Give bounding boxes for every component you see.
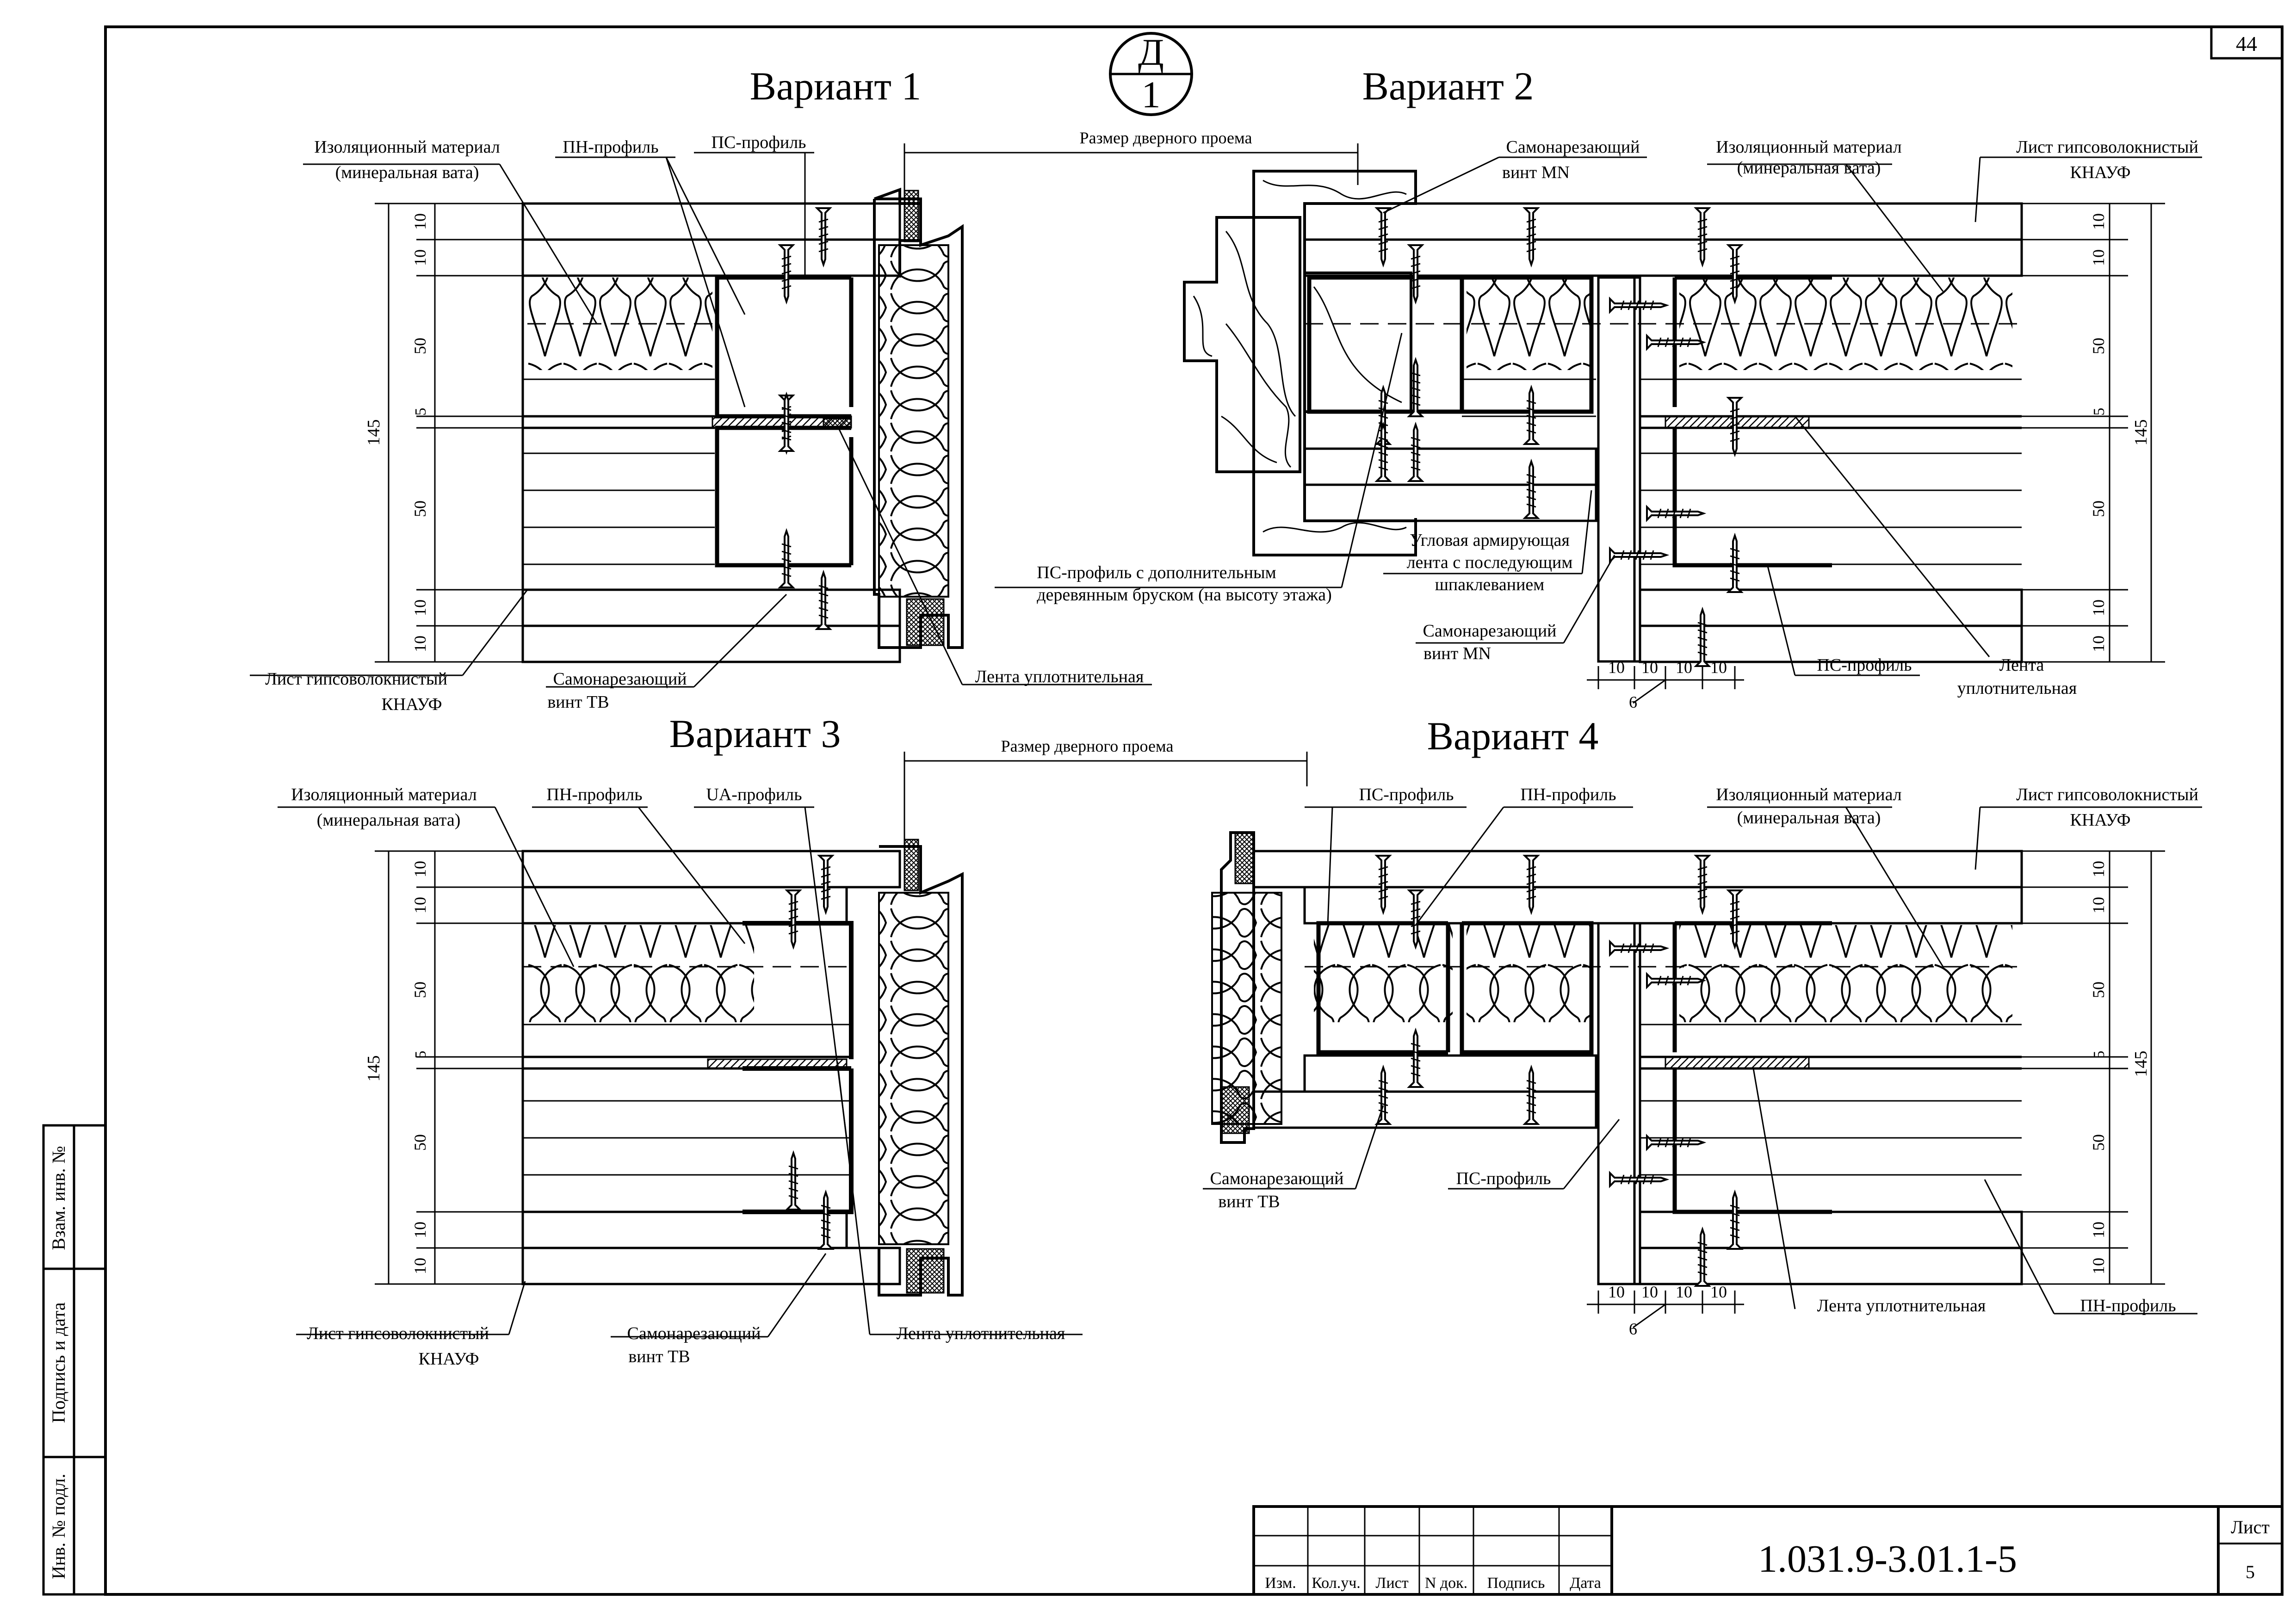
svg-text:5: 5: [412, 408, 429, 416]
stamp-signature-label: Подпись и дата: [48, 1302, 69, 1423]
variant-3-title: Вариант 3: [669, 711, 841, 756]
svg-text:10: 10: [2089, 636, 2108, 652]
svg-text:145: 145: [364, 419, 384, 446]
svg-text:10: 10: [411, 1258, 429, 1274]
svg-text:50: 50: [2089, 500, 2108, 517]
v2-corner-1: Угловая армирующая: [1410, 531, 1570, 550]
variant-4: [1203, 714, 2202, 1338]
v2-screw-top-sub: винт MN: [1502, 163, 1570, 182]
v1-tape-label: Лента уплотнительная: [975, 667, 1144, 686]
v3-pn-label: ПН-профиль: [546, 785, 643, 804]
title-col-sheet: Лист: [1375, 1575, 1409, 1592]
v3-screw-label: Самонарезающий: [627, 1324, 761, 1343]
svg-text:5: 5: [412, 1050, 429, 1059]
variant-2: [995, 64, 2202, 711]
v1-board-label: Лист гипсоволокнистый: [265, 669, 447, 689]
svg-text:10: 10: [2089, 1222, 2108, 1238]
svg-text:50: 50: [411, 1134, 429, 1151]
svg-text:10: 10: [1641, 1283, 1658, 1301]
stamp-replacement-label: Взам. инв. №: [48, 1146, 69, 1250]
v1-insulation-sub: (минеральная вата): [335, 163, 479, 182]
v4-tape-label: Лента уплотнительная: [1817, 1296, 1986, 1315]
svg-text:Д: Д: [1138, 31, 1164, 73]
svg-text:50: 50: [411, 982, 429, 998]
v4-screw-sub: винт TB: [1218, 1192, 1280, 1211]
v3-board-sub: КНАУФ: [418, 1349, 479, 1369]
svg-text:145: 145: [2131, 1050, 2151, 1077]
title-col-count: Кол.уч.: [1312, 1575, 1361, 1592]
v4-ps-bottom-label: ПС-профиль: [1456, 1169, 1551, 1188]
svg-text:50: 50: [411, 338, 429, 354]
v1-pn-label: ПН-профиль: [563, 137, 659, 157]
svg-text:10: 10: [2089, 861, 2108, 877]
v2-board-label: Лист гипсоволокнистый: [2016, 137, 2198, 157]
svg-text:10: 10: [411, 861, 429, 877]
variant-1-title: Вариант 1: [749, 64, 922, 108]
v4-pn-top-label: ПН-профиль: [1520, 785, 1616, 804]
v1-insulation-label: Изоляционный материал: [314, 137, 500, 157]
svg-text:6: 6: [1629, 693, 1637, 711]
svg-text:10: 10: [411, 599, 429, 616]
v3-insulation-label: Изоляционный материал: [291, 785, 477, 804]
v4-insulation-label: Изоляционный материал: [1716, 785, 1902, 804]
v3-ua-label: UA-профиль: [706, 785, 802, 804]
v2-corner-3: шпаклеванием: [1435, 575, 1545, 594]
svg-text:10: 10: [1676, 658, 1692, 677]
svg-text:10: 10: [1641, 658, 1658, 677]
v4-ps-top-label: ПС-профиль: [1359, 785, 1454, 804]
variant-2-title: Вариант 2: [1362, 64, 1534, 108]
v4-pn-bottom-label: ПН-профиль: [2080, 1296, 2176, 1315]
svg-text:10: 10: [1710, 1283, 1727, 1301]
v2-corner-2: лента с последующим: [1406, 553, 1573, 572]
svg-text:145: 145: [2131, 419, 2151, 446]
v2-tape-label: Лента: [1999, 655, 2044, 675]
svg-text:10: 10: [411, 1222, 429, 1238]
v2-screw-top-label: Самонарезающий: [1506, 137, 1640, 157]
title-col-date: Дата: [1570, 1575, 1601, 1592]
svg-text:145: 145: [364, 1055, 384, 1082]
v2-insulation-label: Изоляционный материал: [1716, 137, 1902, 157]
svg-text:10: 10: [1710, 658, 1727, 677]
title-block-code: 1.031.9-3.01.1-5: [1758, 1538, 2017, 1581]
v3-insulation-sub: (минеральная вата): [316, 810, 461, 830]
v3-tape-label: Лента уплотнительная: [896, 1324, 1065, 1343]
variant-4-title: Вариант 4: [1427, 714, 1599, 758]
svg-text:10: 10: [411, 213, 429, 230]
svg-text:10: 10: [2089, 599, 2108, 616]
v2-tape-sub: уплотнительная: [1957, 679, 2077, 698]
svg-text:50: 50: [2089, 338, 2108, 354]
v4-board-sub: КНАУФ: [2070, 810, 2131, 830]
svg-text:10: 10: [411, 897, 429, 914]
svg-text:6: 6: [1629, 1320, 1637, 1338]
title-col-doc: N док.: [1424, 1575, 1468, 1592]
svg-text:1: 1: [1141, 74, 1161, 116]
v2-ps-wood-sub: деревянным бруском (на высоту этажа): [1037, 585, 1332, 605]
stamp-inventory-label: Инв. № подл.: [48, 1474, 69, 1579]
v1-screw-sub: винт TB: [547, 692, 609, 712]
svg-text:5: 5: [2091, 1050, 2108, 1059]
svg-text:50: 50: [2089, 1134, 2108, 1151]
title-col-change: Изм.: [1265, 1575, 1296, 1592]
v2-ps-label: ПС-профиль: [1817, 655, 1912, 675]
v4-board-label: Лист гипсоволокнистый: [2016, 785, 2198, 804]
svg-text:10: 10: [1676, 1283, 1692, 1301]
svg-text:10: 10: [2089, 249, 2108, 266]
svg-text:10: 10: [2089, 897, 2108, 914]
v4-screw-label: Самонарезающий: [1210, 1169, 1344, 1188]
v3-screw-sub: винт TB: [628, 1347, 690, 1366]
svg-text:10: 10: [1608, 1283, 1625, 1301]
v2-board-sub: КНАУФ: [2070, 163, 2131, 182]
title-col-signature: Подпись: [1487, 1575, 1545, 1592]
svg-text:10: 10: [1608, 658, 1625, 677]
v2-screw-bottom-label: Самонарезающий: [1423, 621, 1557, 641]
v1-screw-label: Самонарезающий: [553, 669, 687, 689]
svg-text:10: 10: [411, 636, 429, 652]
v2-screw-bottom-sub: винт MN: [1423, 644, 1491, 663]
title-block-sheet-number: 5: [2246, 1562, 2255, 1582]
svg-text:10: 10: [411, 249, 429, 266]
svg-text:10: 10: [2089, 1258, 2108, 1274]
v4-insulation-sub: (минеральная вата): [1737, 808, 1881, 827]
svg-text:50: 50: [411, 500, 429, 517]
page-number: 44: [2236, 32, 2257, 56]
svg-text:5: 5: [2091, 408, 2108, 416]
v2-ps-wood-label: ПС-профиль с дополнительным: [1037, 563, 1276, 582]
svg-text:50: 50: [2089, 982, 2108, 998]
v1-board-sub: КНАУФ: [381, 695, 442, 714]
title-block-sheet-label: Лист: [2231, 1517, 2270, 1538]
v3-opening-label: Размер дверного проема: [1001, 737, 1174, 755]
variant-3: [278, 711, 1307, 1369]
section-mark: [1110, 31, 1192, 116]
v1-opening-label: Размер дверного проема: [1079, 129, 1252, 147]
svg-text:10: 10: [2089, 213, 2108, 230]
v3-board-label: Лист гипсоволокнистый: [307, 1324, 489, 1343]
v2-insulation-sub: (минеральная вата): [1737, 158, 1881, 178]
v1-ps-label: ПС-профиль: [711, 133, 806, 152]
variant-1: [250, 64, 1358, 714]
